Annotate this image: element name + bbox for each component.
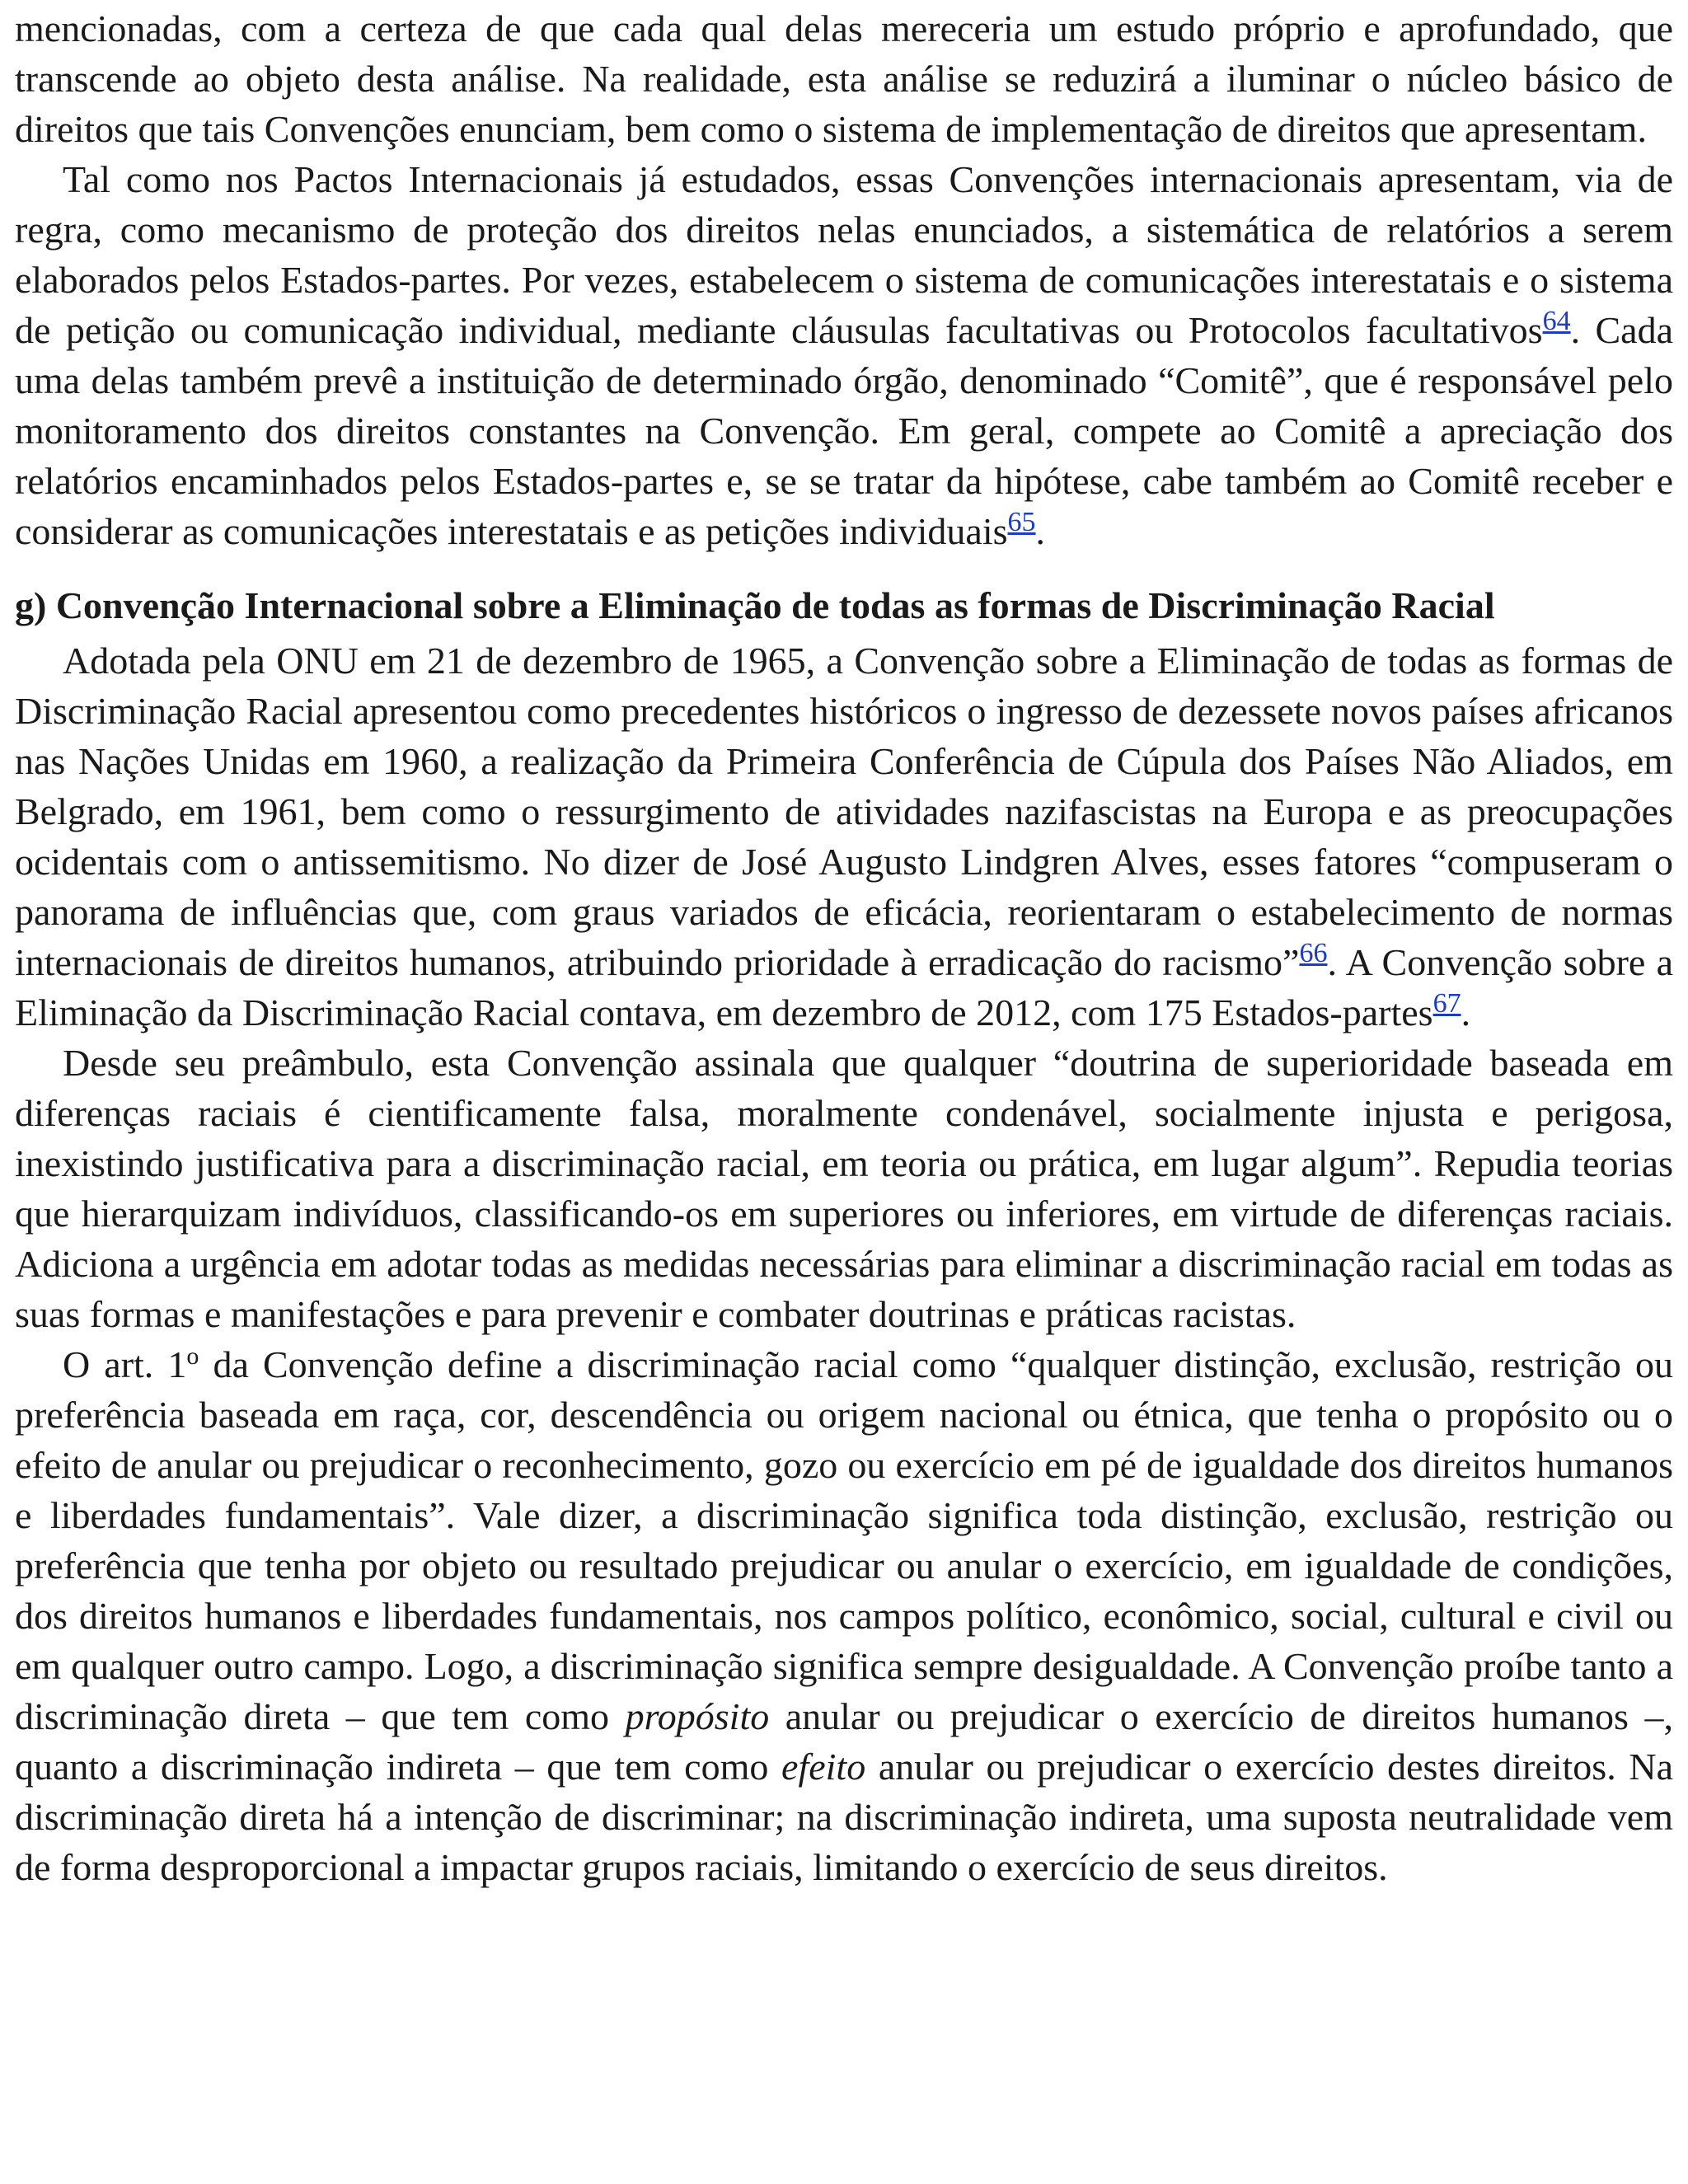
paragraph-text: Adotada pela ONU em 21 de dezembro de 1965, a Convenção sobre a Eliminação de todas as formas de Discriminação Racial apresentou como precedentes históricos o ingresso de dezessete novos países africanos nas Nações Unidas em 1960, a realização da Primeira Conferência de Cúpula dos Países Não Aliados, em Belgrado, em 1961, bem como o ressurgimento de atividades nazifascistas na Europa e as preocupações ocidentais com o antissemitismo. No dizer de José Augusto Lindgren Alves, esses fatores “compuseram o panorama de influências que, com graus variados de eficácia, reorientaram o estabelecimento de normas internacionais de direitos humanos, atribuindo prioridade à erradicação do racismo” (15, 640, 1673, 983)
paragraph-preambulo (15, 1038, 1673, 1339)
footnote-link-65[interactable]: 65 (1007, 507, 1036, 537)
paragraph-text: . A Convenção sobre a Eliminação da Discriminação Racial contava, em dezembro de 2012, com 175 Estados-partes (15, 941, 1673, 1033)
emphasis-efeito: efeito (781, 1746, 866, 1788)
paragraph-text: . Cada uma delas também prevê a instituição de determinado órgão, denominado “Comitê”, que é responsável pelo monitoramento dos direitos constantes na Convenção. Em geral, compete ao Comitê a apreciação dos relatórios encaminhados pelos Estados-partes e, se se tratar da hipótese, cabe também ao Comitê receber e considerar as comunicações interestatais e as petições individuais (15, 309, 1674, 552)
paragraph-text: mencionadas, com a certeza de que cada qual delas mereceria um estudo próprio e aprofundado, que transcende ao objeto desta análise. Na realidade, esta análise se reduzirá a iluminar o núcleo básico de direitos que tais Convenções enunciam, bem como o sistema de implementação de direitos que apresentam. (15, 7, 1673, 150)
paragraph-text: . (1035, 510, 1046, 552)
section-heading: g) Convenção Internacional sobre a Eliminação de todas as formas de Discriminação Racial (15, 584, 1495, 626)
paragraph-text: Desde seu preâmbulo, esta Convenção assinala que qualquer “doutrina de superioridade baseada em diferenças raciais é cientificamente falsa, moralmente condenável, socialmente injusta e perigosa, inexistindo justificativa para a discriminação racial, em teoria ou prática, em lugar algum”. Repudia teorias que hierarquizam indivíduos, classificando-os em superiores ou inferiores, em virtude de diferenças raciais. Adiciona a urgência em adotar todas as medidas necessárias para eliminar a discriminação racial em todas as suas formas e manifestações e para prevenir e combater doutrinas e práticas racistas. (15, 1042, 1673, 1335)
paragraph-text: O art. 1 (63, 1343, 187, 1385)
paragraph-intro-continuation (15, 3, 1673, 154)
paragraph-text: anular ou prejudicar o exercício de direitos humanos –, quanto a discriminação indireta – que tem como (15, 1695, 1673, 1788)
paragraph-art-1 (15, 1339, 1673, 1892)
footnote-link-66[interactable]: 66 (1299, 938, 1328, 968)
paragraph-pactos (15, 154, 1673, 556)
paragraph-text: Tal como nos Pactos Internacionais já estudados, essas Convenções internacionais apresentam, via de regra, como mecanismo de proteção dos direitos nelas enunciados, a sistemática de relatórios a serem elaborados pelos Estados-partes. Por vezes, estabelecem o sistema de comunicações interestatais e o sistema de petição ou comunicação individual, mediante cláusulas facultativas ou Protocolos facultativos (15, 158, 1673, 351)
paragraph-adotada (15, 635, 1673, 1038)
footnote-link-64[interactable]: 64 (1542, 306, 1571, 336)
footnote-link-67[interactable]: 67 (1432, 988, 1461, 1019)
paragraph-text: anular ou prejudicar o exercício destes direitos. Na discriminação direta há a intenção de discriminar; na discriminação indireta, uma suposta neutralidade vem de forma desproporcional a impactar grupos raciais, limitando o exercício de seus direitos. (15, 1746, 1673, 1888)
paragraph-text: da Convenção define a discriminação racial como “qualquer distinção, exclusão, restrição ou preferência baseada em raça, cor, descendência ou origem nacional ou étnica, que tenha o propósito ou o efeito de anular ou prejudicar o reconhecimento, gozo ou exercício em pé de igualdade dos direitos humanos e liberdades fundamentais”. Vale dizer, a discriminação significa toda distinção, exclusão, restrição ou preferência que tenha por objeto ou resultado prejudicar ou anular o exercício, em igualdade de condições, dos direitos humanos e liberdades fundamentais, nos campos político, econômico, social, cultural e civil ou em qualquer outro campo. Logo, a discriminação significa sempre desigualdade. A Convenção proíbe tanto a discriminação direta – que tem como (15, 1343, 1673, 1737)
ordinal-indicator: o (186, 1343, 199, 1370)
emphasis-proposito: propósito (625, 1695, 770, 1737)
paragraph-text: . (1461, 991, 1471, 1033)
document-page (15, 0, 1673, 1892)
